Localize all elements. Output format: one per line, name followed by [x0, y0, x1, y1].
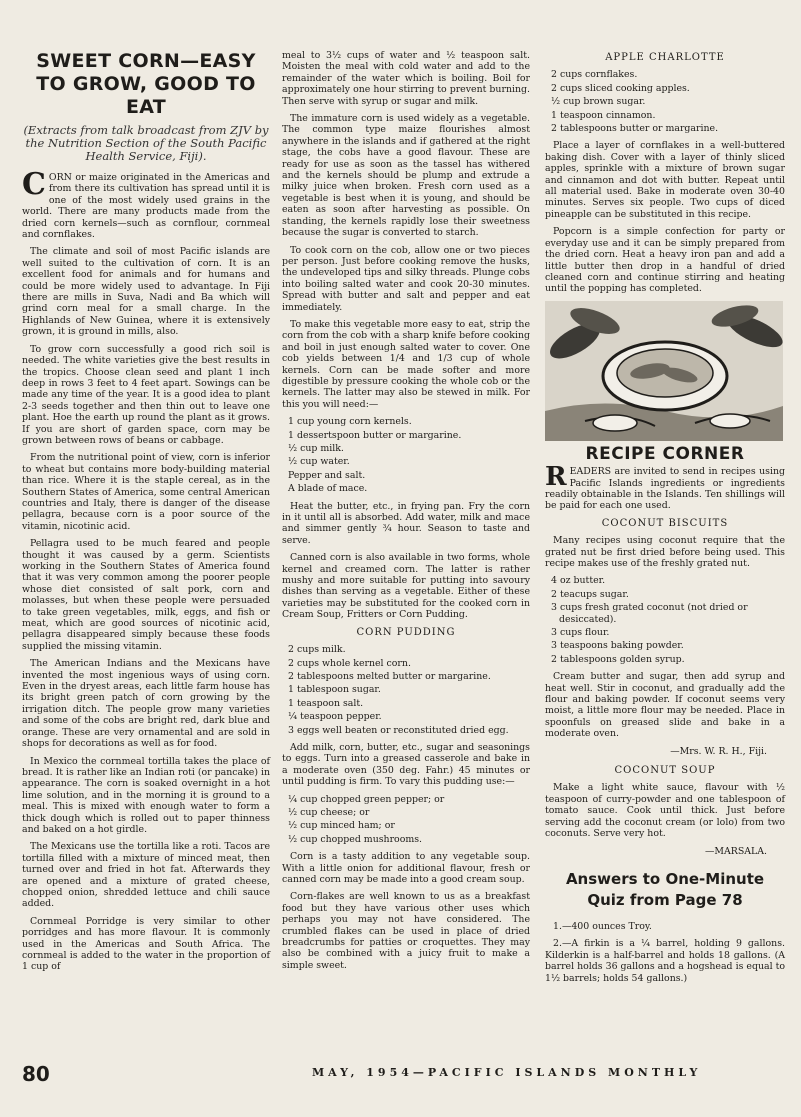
- list-item: 2 tablespoons butter or margarine.: [551, 123, 719, 135]
- article-paragraph: Cream butter and sugar, then add syrup and heat well. Stir in coconut, and gradually add the flour and baking powder. If coconut seems very moist, a little more flour may be needed. Place in spoonfuls on greased slide and bake in a moderate oven.: [545, 671, 785, 740]
- list-item: 4 oz butter.: [551, 575, 606, 587]
- column-1: [22, 50, 270, 979]
- article-paragraph: Add milk, corn, butter, etc., sugar and seasonings to eggs. Turn into a greased casserole and bake in a moderate oven (350 deg. Fahr.) 45 minutes or until pudding is firm. To vary this pudding use:—: [282, 741, 530, 788]
- list-item: 2 cups whole kernel corn.: [288, 657, 411, 669]
- quiz-answer: 2.—A firkin is a ¼ barrel, holding 9 gallons. Kilderkin is a half-barrel and holds 18 gallons. (A barrel holds 36 gallons and a hogshead is equal to 1½ barrels; holds 54 gallons.): [545, 938, 785, 984]
- ingredient-list: [282, 644, 530, 736]
- article-paragraph: From the nutritional point of view, corn is inferior to wheat but contains more body-building material than rice. Where it is the staple cereal, as in the Southern States of America, some central American countries and Italy, there is danger of the disease pellagra, because corn is a poor source of the vitamin, nicotinic acid.: [22, 452, 270, 532]
- article-paragraph: Make a light white sauce, flavour with ½ teaspoon of curry-powder and one tablespoon of tomato sauce. Cook until thick. Just before serving add the coconut cream (or lolo) from two coconuts. Serve very hot.: [545, 782, 785, 840]
- list-item: 2 cups sliced cooking apples.: [551, 82, 690, 94]
- footer-publication: MAY, 1954—PACIFIC ISLANDS MONTHLY: [312, 1066, 702, 1079]
- article-paragraph: The climate and soil of most Pacific islands are well suited to the cultivation of corn. It is an excellent food for animals and for humans and could be more widely used to advantage. In Fiji there are mills in Suva, Nadi and Ba which will grind corn meal for a small charge. In the Highlands of New Guinea, where it is extensively grown, it is ground in mills, also.: [22, 246, 270, 338]
- list-item: 1 teaspoon salt.: [288, 697, 364, 709]
- list-item: 1 dessertspoon butter or margarine.: [288, 429, 462, 441]
- article-paragraph: Cornmeal Porridge is very similar to other porridges and has more flavour. It is commonly used in the Americas and South Africa. The cornmeal is added to the water in the proportion of 1 cup of: [22, 915, 270, 973]
- list-item: 2 tablespoons melted butter or margarine.: [288, 670, 491, 682]
- drop-cap: R: [545, 462, 567, 493]
- list-item: 3 cups fresh grated coconut (not dried or desiccated).: [551, 602, 748, 625]
- article-paragraph: Place a layer of cornflakes in a well-buttered baking dish. Cover with a layer of thinly sliced apples, sprinkle with a mixture of brown sugar and cinnamon and dot with butter. Repeat until all material used. Bake in moderate oven 30-40 minutes. Serves six people. Two cups of diced pineapple can be substituted in this recipe.: [545, 140, 785, 220]
- list-item: 2 cups milk.: [288, 644, 346, 656]
- list-item: ½ cup minced ham; or: [288, 820, 395, 832]
- list-item: 3 cups flour.: [551, 627, 610, 638]
- list-item: 2 tablespoons golden syrup.: [551, 653, 685, 665]
- article-paragraph: Popcorn is a simple confection for party or everyday use and it can be simply prepared from the dried corn. Heat a heavy iron pan and add a little butter then drop in a handful of dried cleaned corn and continue stirring and heating until the popping has completed.: [545, 226, 785, 295]
- list-item: A blade of mace.: [288, 483, 368, 495]
- article-paragraph: Many recipes using coconut require that the grated nut be first dried before being used. This recipe makes use of the freshly grated nut.: [545, 535, 785, 569]
- list-item: ½ cup cheese; or: [288, 806, 370, 818]
- ingredient-list: [282, 416, 530, 494]
- article-paragraph: Corn-flakes are well known to us as a breakfast food but they have various other uses which perhaps you may not have considered. The crumbled flakes can be used in place of dried breadcrumbs for patties or croquettes. They may also be combined with a juicy fruit to make a simple sweet.: [282, 891, 530, 971]
- article-subtitle: (Extracts from talk broadcast from ZJV by the Nutrition Section of the South Pacific Health Service, Fiji).: [23, 123, 269, 163]
- list-item: 2 cups cornflakes.: [551, 69, 638, 81]
- ingredient-list: [282, 794, 530, 846]
- section-heading: APPLE CHARLOTTE: [605, 52, 725, 63]
- cooking-illustration: [545, 301, 783, 441]
- article-paragraph: The immature corn is used widely as a vegetable. The common type maize flourishes almost anywhere in the islands and if gathered at the right stage, the cobs have a good flavour. These are ready for use as soon as the tassel has withered and the kernels should be plump and extrude a milky juice when broken. Fresh corn used as a vegetable is best when it is young, and should be eaten as soon after harvesting as possible. On standing, the kernels rapidly lose their sweetness because the sugar is converted to starch.: [282, 113, 530, 239]
- article-paragraph: Canned corn is also available in two forms, whole kernel and creamed corn. The latter is rather mushy and more suitable for putting into savoury dishes than serving as a vegetable. Either of these varieties may be substituted for the cooked corn in Cream Soup, Fritters or Corn Pudding.: [282, 552, 530, 621]
- signature: —Mrs. W. R. H., Fiji.: [670, 745, 767, 757]
- article-paragraph: In Mexico the cornmeal tortilla takes the place of bread. It is rather like an Indian roti (or pancake) in appearance. The corn is soaked overnight in a hot lime solution, and in the morning it is ground to a meal. This is mixed with enough water to form a thick dough which is rolled out to paper thinness and baked on a hot girdle.: [22, 755, 270, 835]
- ingredient-list: [545, 575, 785, 665]
- list-item: ½ cup chopped mushrooms.: [288, 833, 423, 845]
- list-item: 1 tablespoon sugar.: [288, 684, 381, 696]
- list-item: ¼ cup chopped green pepper; or: [288, 793, 445, 805]
- list-item: ½ cup water.: [288, 456, 350, 468]
- ingredient-list: [545, 69, 785, 134]
- article-paragraph: Corn is a tasty addition to any vegetable soup. With a little onion for additional flavour, fresh or canned corn may be made into a good cream soup.: [282, 851, 530, 885]
- article-paragraph: The Mexicans use the tortilla like a roti. Tacos are tortilla filled with a mixture of minced meat, then turned over and fried in hot fat. Afterwards they are opened and a mixture of grated cheese, chopped onion, shredded lettuce and chili sauce added.: [22, 841, 270, 910]
- article-title: SWEET CORN—EASY TO GROW, GOOD TO EAT: [36, 50, 256, 118]
- section-heading: COCONUT SOUP: [614, 765, 716, 777]
- list-item: 1 teaspoon cinnamon.: [551, 109, 656, 121]
- signature: —MARSALA.: [705, 845, 767, 857]
- section-heading: CORN PUDDING: [356, 626, 456, 638]
- article-paragraph: Heat the butter, etc., in frying pan. Fry the corn in it until all is absorbed. Add water, milk and mace and simmer gently ¾ hour. Season to taste and serve.: [282, 500, 530, 546]
- section-heading: COCONUT BISCUITS: [601, 517, 729, 529]
- list-item: 3 eggs well beaten or reconstituted dried egg.: [288, 724, 509, 736]
- list-item: Pepper and salt.: [288, 469, 366, 481]
- article-paragraph: To cook corn on the cob, allow one or two pieces per person. Just before cooking remove the husks, the undeveloped tips and silky threads. Plunge cobs into boiling salted water and cook 20-30 minutes. Spread with butter and salt and pepper and eat immediately.: [282, 244, 530, 313]
- article-paragraph: CORN or maize originated in the Americas and from there its cultivation has spread until it is one of the most widely used grains in the world. There are many products made from the dried corn kernels—such as cornflour, cornmeal and cornflakes.: [22, 167, 270, 241]
- list-item: ½ cup brown sugar.: [551, 96, 646, 108]
- quiz-title: Answers to One-Minute Quiz from Page 78: [565, 869, 765, 909]
- article-paragraph: Pellagra used to be much feared and people thought it was caused by a germ. Scientists working in the Southern States of America found that it was very common among the poorer people whose diet consisted of salt pork, corn and molasses, but when these people were persuaded to take green vegetables, milk, eggs, and fish or meat, which are good sources of nicotinic acid, pellagra disappeared simply because these foods supplied the missing vitamin.: [22, 538, 270, 652]
- list-item: ¼ teaspoon pepper.: [288, 711, 382, 723]
- quiz-answer: 1.—400 ounces Troy.: [553, 920, 652, 932]
- recipe-corner-title: RECIPE CORNER: [585, 443, 745, 464]
- column-2: [282, 50, 530, 977]
- list-item: ½ cup milk.: [288, 443, 344, 454]
- list-item: 3 teaspoons baking powder.: [551, 640, 684, 652]
- article-paragraph: meal to 3½ cups of water and ½ teaspoon salt. Moisten the meal with cold water and add to the remainder of the water which is boiling. Boil for approximately one hour stirring to prevent burning. Then serve with syrup or sugar and milk.: [282, 50, 530, 107]
- page-number: 80: [22, 1062, 50, 1086]
- article-paragraph: To grow corn successfully a good rich soil is needed. The white varieties give the best results in the tropics. Choose clean seed and plant 1 inch deep in rows 3 feet to 4 feet apart. Sowings can be made any time of the year. It is a good idea to plant 2-3 seeds together and then thin out to leave one plant. Hoe the earth up round the plant as it grows. If you are short of garden space, corn may be grown between rows of beans or cabbage.: [22, 343, 270, 446]
- column-3: [545, 50, 785, 990]
- article-paragraph: To make this vegetable more easy to eat, strip the corn from the cob with a sharp knife before cooking and boil in just enough salted water to cover. One cob yields between 1/4 and 1/3 cup of whole kernels. Corn can be made softer and more digestible by pressure cooking the whole cob or the kernels. The latter may also be stewed in milk. For this you will need:—: [282, 318, 530, 410]
- page-footer: [0, 1060, 801, 1090]
- list-item: 1 cup young corn kernels.: [288, 416, 412, 428]
- article-paragraph: The American Indians and the Mexicans have invented the most ingenious ways of using corn. Even in the dryest areas, each little farm house has its bright green patch of corn growing by the irrigation ditch. The people grow many varieties and some of the cobs are bright red, dark blue and orange. These are very ornamental and are sold in shops for decorations as well as for food.: [22, 658, 270, 750]
- recipe-corner-intro: READERS are invited to send in recipes using Pacific Islands ingredients or ingredients readily obtainable in the Islands. Ten shillings will be paid for each one used.: [545, 462, 785, 512]
- drop-cap: C: [22, 167, 46, 202]
- list-item: 2 teacups sugar.: [551, 588, 629, 600]
